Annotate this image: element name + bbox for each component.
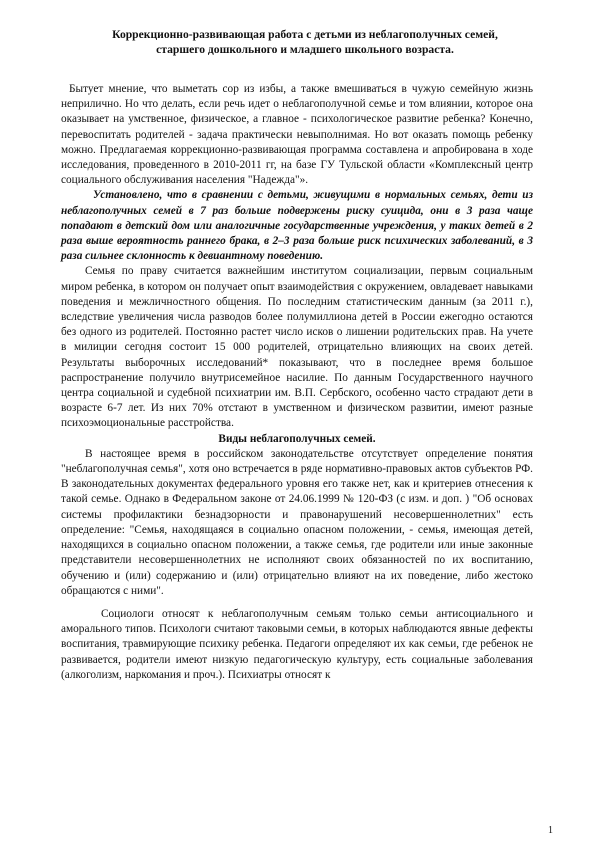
paragraph-spacer <box>61 599 533 607</box>
sociologists-paragraph: Социологи относят к неблагополучным семьям только семьи антисоциального и аморального типов. Психологи считают таковыми семьи, в которых наблюдаются явные дефекты воспитания, травмирующие психику ребенка. Педагоги определяют их как семьи, где ребенок не развивается, родители имеют низкую педагогическую культуру, есть социальные заболевания (алкоголизм, наркомания и проч.). Психиатры относят к <box>61 607 533 681</box>
title-line-1: Коррекционно-развивающая работа с детьми из неблагополучных семей, <box>112 28 498 41</box>
family-paragraph: Семья по праву считается важнейшим институтом социализации, первым социальным миром ребенка, в котором он получает опыт взаимодействия с окружением, овладевает навыками поведения и межличностного общения. По последним статистическим данным (за 2011 г.), вследствие увеличения числа разводов более полумиллиона детей в России ежегодно остаются без одного из родителей. Постоянно растет число исков о лишении родительских прав. На учете в милиции сегодня состоит 15 000 родителей, отрицательно влияющих на своих детей. Результаты выборочных исследований* показывают, что в последнее время большое распространение получило внутрисемейное насилие. По данным Государственного научного центра социальной и судебной психиатрии им. В.П. Сербского, особенно часто страдают дети в возрасте 6-7 лет. Из них 70% отстают в умственном и физическом развитии, имеют разные психоэмоциональные расстройства. <box>61 265 533 430</box>
document-title <box>60 27 550 57</box>
emphasis-paragraph: Установлено, что в сравнении с детьми, живущими в нормальных семьях, дети из неблагополучных семей в 7 раз больше подвержены риску суицида, они в 3 раза чаще попадают в детский дом или аналогичные государственные учреждения, у таких детей в 2 раза выше вероятность раннего брака, в 2–3 раза больше риск психических заболеваний, в 3 раза сильнее склонность к девиантному поведению. <box>61 189 533 263</box>
page-number: 1 <box>548 825 553 836</box>
legislation-paragraph: В настоящее время в российском законодательстве отсутствует определение понятия "неблагополучная семья", хотя оно встречается в ряде нормативно-правовых актов субъектов РФ. В законодательных документах федерального уровня его также нет, как и критериев отнесения к такой семье. Однако в Федеральном законе от 24.06.1999 № 120-ФЗ (с изм. и доп. ) "Об основах системы профилактики безнадзорности и правонарушений несовершеннолетних" есть определение: "Семья, находящаяся в социально опасном положении, - семья, имеющая детей, находящихся в социально опасном положении, а также семья, где родители или иные законные представители несовершеннолетних не исполняют своих обязанностей по их воспитанию, обучению и (или) содержанию и (или) отрицательно влияют на их поведение, либо жестоко обращаются с ними". <box>61 447 533 597</box>
intro-paragraph: Бытует мнение, что выметать сор из избы, а также вмешиваться в чужую семейную жизнь неприлично. Но что делать, если речь идет о неблагополучной семье и том влиянии, которое она оказывает на умственное, физическое, а главное - психологическое развитие ребенка? Конечно, перевоспитать родителей - задача практически невыполнимая. Но вот оказать помощь ребенку можно. Предлагаемая коррекционно-развивающая программа составлена и апробирована в ходе исследования, проведенного в 2010-2011 гг, на базе ГУ Тульской области «Комплексный центр социального обслуживания населения "Надежда"». <box>61 83 533 187</box>
document-body <box>61 82 533 683</box>
section-subheading: Виды неблагополучных семей. <box>218 432 376 445</box>
title-line-2: старшего дошкольного и младшего школьного возраста. <box>156 43 454 56</box>
